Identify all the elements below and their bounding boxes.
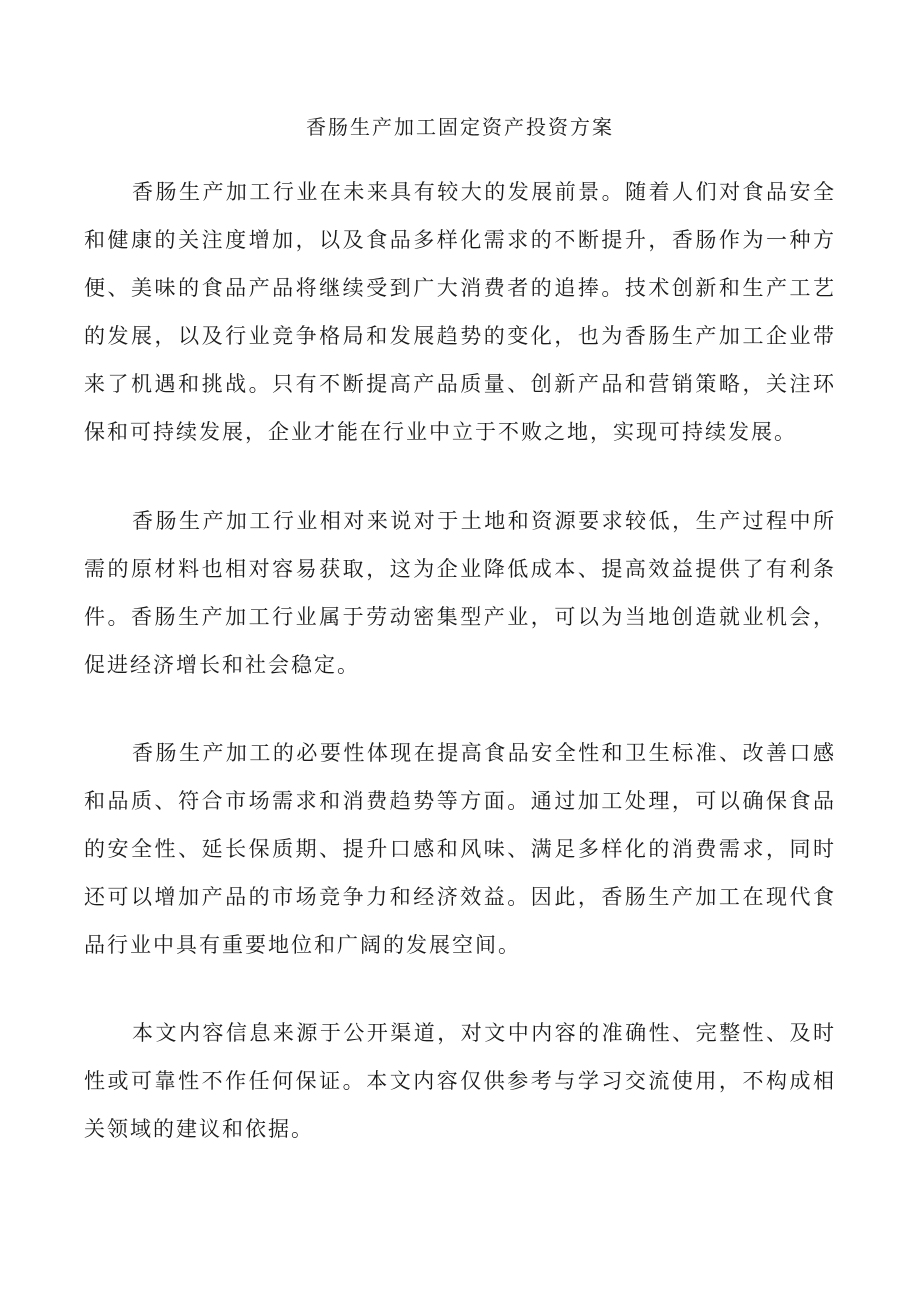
- paragraph-resources: 香肠生产加工行业相对来说对于土地和资源要求较低，生产过程中所需的原材料也相对容易获取，这为企业降低成本、提高效益提供了有利条件。香肠生产加工行业属于劳动密集型产业，可以为当地创造就业机会，促进经济增长和社会稳定。: [84, 509, 836, 677]
- paragraph-outlook: 香肠生产加工行业在未来具有较大的发展前景。随着人们对食品安全和健康的关注度增加，以及食品多样化需求的不断提升，香肠作为一种方便、美味的食品产品将继续受到广大消费者的追捧。技术创新和生产工艺的发展，以及行业竞争格局和发展趋势的变化，也为香肠生产加工企业带来了机遇和挑战。只有不断提高产品质量、创新产品和营销策略，关注环保和可持续发展，企业才能在行业中立于不败之地，实现可持续发展。: [84, 180, 836, 444]
- paragraph-disclaimer: 本文内容信息来源于公开渠道，对文中内容的准确性、完整性、及时性或可靠性不作任何保证。本文内容仅供参考与学习交流使用，不构成相关领域的建议和依据。: [84, 1021, 836, 1141]
- paragraph-necessity: 香肠生产加工的必要性体现在提高食品安全性和卫生标准、改善口感和品质、符合市场需求和消费趋势等方面。通过加工处理，可以确保食品的安全性、延长保质期、提升口感和风味、满足多样化的消费需求，同时还可以增加产品的市场竞争力和经济效益。因此，香肠生产加工在现代食品行业中具有重要地位和广阔的发展空间。: [84, 741, 836, 957]
- document-title: 香肠生产加工固定资产投资方案: [306, 115, 614, 139]
